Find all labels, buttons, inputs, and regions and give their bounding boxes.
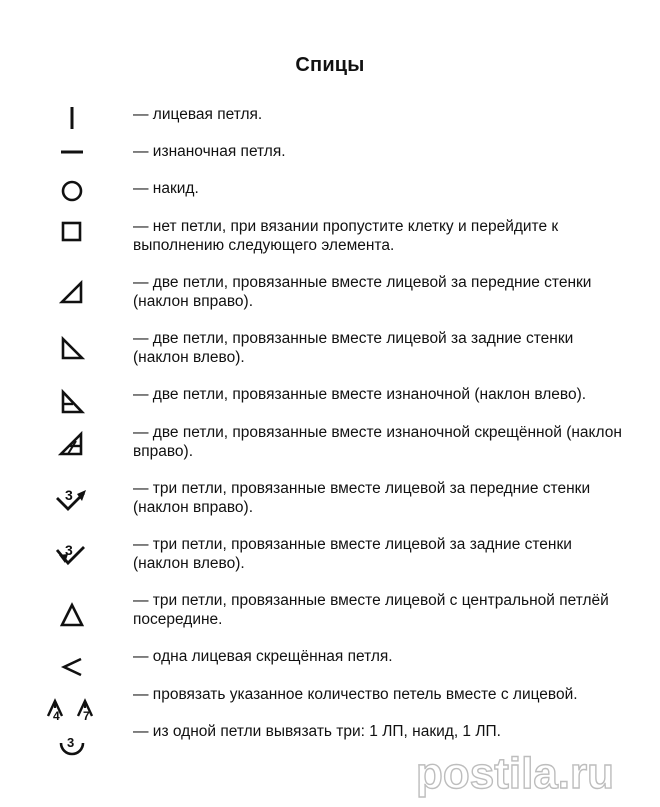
triangle-left-lean-purl-icon [40,381,104,421]
legend-text: — три петли, провязанные вместе лицевой за задние стенки (наклон влево). [133,536,572,572]
legend-text: — две петли, провязанные вместе изнаночной (наклон влево). [133,386,587,403]
triangle-left-lean-icon [40,328,104,368]
legend-text: — лицевая петля. [133,106,263,123]
legend-text: — одна лицевая скрещённая петля. [133,648,393,665]
legend-text: — накид. [133,180,199,197]
count-label: 3 [65,542,73,558]
circle-icon [40,170,104,210]
count-label: 3 [67,735,75,750]
legend-text: — две петли, провязанные вместе лицевой за передние стенки (наклон вправо). [133,274,592,310]
triangle-center-icon [40,595,104,635]
legend-text: — три петли, провязанные вместе лицевой с центральной петлёй посередине. [133,592,609,628]
vertical-bar-icon [40,97,104,137]
legend-text: — две петли, провязанные вместе изнаночной скрещённой (наклон вправо). [133,424,622,460]
triangle-right-lean-purl-icon [40,423,104,463]
watermark-text: postila.ru [416,749,615,798]
count-label: 3 [65,487,73,503]
legend-text: — три петли, провязанные вместе лицевой за передние стенки (наклон вправо). [133,480,591,516]
watermark [412,742,652,802]
legend-text: — нет петли, при вязании пропустите клетку и перейдите к выполнению следующего элемента. [133,218,559,254]
square-icon [40,211,104,251]
legend-text: — провязать указанное количество петель вместе с лицевой. [133,686,578,703]
count-label: 7 [83,709,90,723]
legend-text: — изнаночная петля. [133,143,286,160]
three-together-left-icon [40,533,104,573]
multi-together-icon [40,688,104,728]
three-together-right-icon [40,478,104,518]
three-from-one-icon [40,725,104,765]
legend-text: — две петли, провязанные вместе лицевой за задние стенки (наклон влево). [133,330,574,366]
less-than-icon [40,646,104,686]
triangle-right-lean-icon [40,272,104,312]
legend-text: — из одной петли вывязать три: 1 ЛП, накид, 1 ЛП. [133,723,501,740]
count-label: 4 [53,709,60,723]
page-title: Спицы [295,54,365,76]
horizontal-bar-icon [40,132,104,172]
